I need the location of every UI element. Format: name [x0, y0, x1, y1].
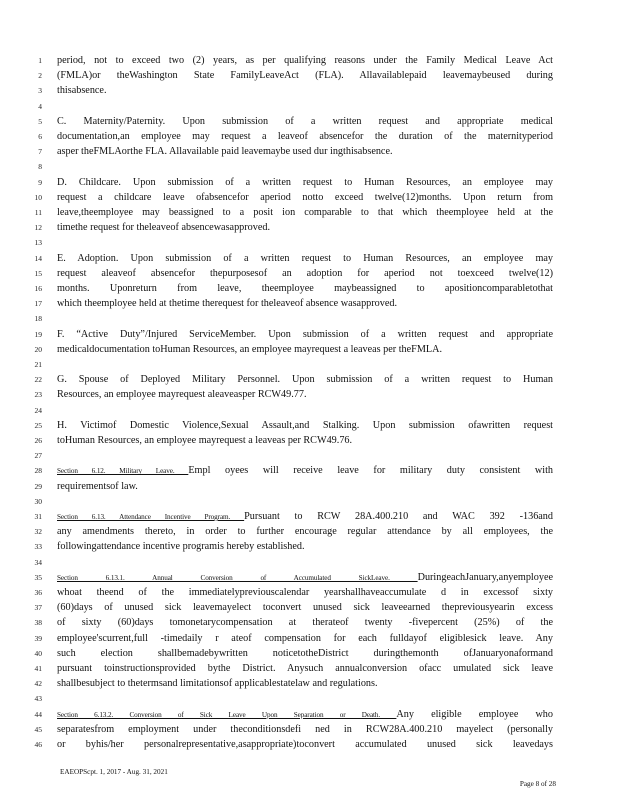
line-body: documentation,an employee may request a leaveof absencefor the duration of the maternityperiod — [57, 131, 553, 142]
document-line — [0, 130, 618, 144]
line-text — [57, 510, 553, 524]
line-body: months. Uponreturn from leave, theemployee maybeassigned to apositioncomparabletothat — [57, 283, 553, 294]
line-number: 35 — [34, 572, 42, 582]
line-number: 23 — [34, 390, 42, 400]
line-number: 14 — [34, 253, 42, 263]
document-line — [0, 419, 618, 433]
line-number: 5 — [38, 116, 42, 126]
line-text — [57, 419, 553, 433]
document-line — [0, 282, 618, 296]
line-body: separatesfrom employment under theconditionsdefi ned in RCW28A.400.210 mayelect (personally — [57, 723, 553, 735]
document-line — [0, 388, 618, 402]
line-body: any amendments thereto, in order to further encourage regular attendance by all employees, the — [57, 526, 553, 538]
line-text — [57, 540, 553, 554]
line-number: 45 — [34, 724, 42, 734]
line-body: (60)days of unused sick leavemayelect toconvert unused sick leaveearned thepreviousyearin excess — [57, 602, 553, 614]
line-number: 38 — [34, 618, 42, 628]
line-body: Pursuant to RCW 28A.400.210 and WAC 392 -136and — [244, 511, 553, 522]
line-body: request aleaveof absencefor thepurposesof an adoption for aperiod not toexceed twelve(12) — [57, 267, 553, 279]
document-line — [0, 221, 618, 235]
document-line — [0, 708, 618, 722]
document-line — [0, 632, 618, 646]
document-line — [0, 84, 618, 98]
line-number: 33 — [34, 542, 42, 552]
line-body: H. Victimof Domestic Violence,Sexual Assault,and Stalking. Upon submission ofawritten request — [57, 419, 553, 431]
line-number: 43 — [34, 694, 42, 704]
line-number: 13 — [34, 238, 42, 248]
document-line — [0, 586, 618, 600]
line-number: 37 — [34, 603, 42, 613]
line-text — [57, 130, 553, 144]
line-number: 27 — [34, 451, 42, 461]
line-text — [57, 84, 553, 98]
line-text — [57, 586, 553, 600]
document-line — [0, 525, 618, 539]
line-number: 22 — [34, 375, 42, 385]
document-line — [0, 510, 618, 524]
line-text — [57, 69, 553, 83]
line-number: 6 — [38, 132, 42, 141]
document-line — [0, 328, 618, 342]
line-text — [57, 343, 553, 357]
line-number: 44 — [34, 709, 42, 719]
line-text — [57, 191, 553, 205]
document-line — [0, 206, 618, 220]
document-line — [0, 115, 618, 129]
line-body: pursuant toinstructionsprovided bythe District. Anysuch annualconversion ofacc umulated sick leave — [57, 663, 553, 674]
document-line — [0, 176, 618, 190]
line-number: 12 — [34, 223, 42, 233]
line-body: E. Adoption. Upon submission of a written request to Human Resources, an employee may — [57, 252, 553, 264]
line-number: 25 — [34, 420, 42, 430]
line-body: DuringeachJanuary,anyemployee — [417, 571, 553, 583]
line-text — [57, 115, 553, 129]
line-number: 46 — [34, 740, 42, 749]
line-number: 18 — [34, 314, 42, 324]
line-body: G. Spouse of Deployed Military Personnel. Upon submission of a written request to Human — [57, 374, 553, 386]
document-line — [0, 297, 618, 311]
line-body: thisabsence. — [57, 85, 107, 97]
line-body: which theemployee held at thetime therequest for theleaveof absence wasapproved. — [57, 298, 398, 310]
line-text — [57, 297, 553, 311]
document-line — [0, 601, 618, 615]
document-line — [0, 738, 618, 752]
line-number: 11 — [34, 208, 42, 217]
line-body: requirementsof law. — [57, 480, 138, 492]
document-line — [0, 616, 618, 630]
section-heading: Section 6.13. Attendance Incentive Program. — [57, 513, 245, 521]
line-number: 40 — [34, 648, 42, 658]
document-line — [0, 160, 618, 174]
line-number: 32 — [34, 527, 42, 537]
document-line — [0, 692, 618, 706]
line-text — [57, 616, 553, 630]
line-text — [57, 464, 553, 478]
line-text — [57, 388, 553, 402]
document-line — [0, 677, 618, 691]
line-number: 20 — [34, 344, 42, 354]
line-text — [57, 267, 553, 281]
line-number: 3 — [38, 86, 42, 96]
line-number: 36 — [34, 588, 42, 597]
section-heading: Section 6.13.1. Annual Conversion of Accumulated SickLeave. — [57, 573, 418, 582]
line-text — [57, 632, 553, 646]
document-line — [0, 495, 618, 509]
document-line — [0, 373, 618, 387]
line-body: medicaldocumentation toHuman Resources, an employee mayrequest a leaveas per theFMLA. — [57, 343, 443, 355]
line-text — [57, 176, 553, 190]
line-number: 8 — [38, 162, 42, 172]
line-body: leave,theemployee may beassigned to a posit ion comparable to that which theemployee held at the — [57, 207, 553, 218]
line-text — [57, 221, 553, 235]
line-number: 15 — [34, 268, 42, 278]
document-line — [0, 236, 618, 250]
line-number: 39 — [34, 633, 42, 643]
document-line — [0, 404, 618, 418]
line-text — [57, 206, 553, 220]
document-line — [0, 449, 618, 463]
line-body: C. Maternity/Paternity. Upon submission of a written request and appropriate medical — [57, 115, 553, 127]
line-text — [57, 723, 553, 737]
line-number: 26 — [34, 436, 42, 445]
line-body: or byhis/her personalrepresentative,asappropriate)toconvert accumulated unused sick leavedays — [57, 739, 553, 750]
line-body: of sixty (60)days tomonetarycompensation at therateof twenty -fivepercent (25%) of the — [57, 617, 553, 629]
line-text — [57, 434, 553, 448]
line-text — [57, 282, 553, 296]
document-line — [0, 252, 618, 266]
line-body: asper theFMLAorthe FLA. Allavailable paid leavemaybe used dur ingthisabsence. — [57, 146, 393, 158]
document-line — [0, 312, 618, 326]
footer-document-id: EAEOPScpt. 1, 2017 - Aug. 31, 2021 — [60, 768, 168, 776]
line-number: 1 — [38, 56, 42, 65]
line-text — [57, 738, 553, 752]
line-text — [57, 601, 553, 615]
document-line — [0, 343, 618, 357]
line-body: toHuman Resources, an employee mayrequest a leaveas per RCW49.76. — [57, 435, 353, 446]
document-line — [0, 434, 618, 448]
document-line — [0, 358, 618, 372]
document-line — [0, 54, 618, 68]
line-text — [57, 480, 553, 494]
section-heading: Section 6.13.2. Conversion of Sick Leave Upon Separation or Death. — [57, 710, 397, 719]
line-number: 41 — [34, 664, 42, 673]
line-number: 4 — [38, 101, 42, 111]
line-number: 21 — [34, 360, 42, 369]
line-body: period, not to exceed two (2) years, as per qualifying reasons under the Family Medical Leave Act — [57, 55, 553, 66]
line-text — [57, 525, 553, 539]
document-line — [0, 571, 618, 585]
document-line — [0, 145, 618, 159]
line-text — [57, 708, 553, 722]
line-body: employee'scurrent,full -timedaily r ateof compensation for each fulldayof eligiblesick leave. Any — [57, 632, 553, 644]
line-body: D. Childcare. Upon submission of a written request to Human Resources, an employee may — [57, 176, 553, 188]
line-body: Resources, an employee mayrequest aleaveasper RCW49.77. — [57, 389, 307, 401]
line-body: such election shallbemadebywritten noticetotheDistrict duringthemonth ofJanuaryonaformand — [57, 647, 553, 659]
line-number: 34 — [34, 557, 42, 567]
line-number: 19 — [34, 329, 42, 339]
line-text — [57, 145, 553, 159]
line-number: 28 — [34, 466, 42, 476]
line-body: F. “Active Duty”/Injured ServiceMember. Upon submission of a written request and appropriate — [57, 328, 553, 340]
document-line — [0, 267, 618, 281]
line-text — [57, 647, 553, 661]
line-number: 17 — [34, 299, 42, 309]
document-line — [0, 69, 618, 83]
document-line — [0, 540, 618, 554]
document-line — [0, 464, 618, 478]
line-number: 7 — [38, 147, 42, 157]
document-line — [0, 100, 618, 114]
line-text — [57, 571, 553, 585]
line-number: 31 — [34, 512, 42, 521]
line-body: shallbesubject to thetermsand limitationsof applicablestatelaw and regulations. — [57, 678, 378, 690]
document-line — [0, 191, 618, 205]
line-number: 30 — [34, 496, 42, 506]
line-body: whoat theend of the immediatelypreviouscalendar yearshallhaveaccumulate d in excessof sixty — [57, 587, 553, 598]
line-number: 2 — [38, 71, 42, 81]
line-body: request a childcare leave ofabsencefor aperiod notto exceed twelve(12)months. Upon return from — [57, 191, 553, 203]
section-heading: Section 6.12. Military Leave. — [57, 467, 189, 476]
document-line — [0, 662, 618, 676]
line-body: followingattendance incentive programis hereby established. — [57, 541, 305, 553]
document-line — [0, 556, 618, 570]
line-body: (FMLA)or theWashington State FamilyLeaveAct (FLA). Allavailablepaid leavemaybeused during — [57, 70, 553, 82]
document-line — [0, 723, 618, 737]
line-body: timethe request for theleaveof absencewasapproved. — [57, 222, 270, 234]
document-line — [0, 647, 618, 661]
line-number: 29 — [34, 481, 42, 491]
line-text — [57, 328, 553, 342]
line-text — [57, 252, 553, 266]
line-text — [57, 373, 553, 387]
footer-page-number: Page 8 of 28 — [519, 780, 556, 788]
line-text — [57, 662, 553, 676]
document-line — [0, 480, 618, 494]
line-number: 9 — [38, 177, 42, 187]
line-body: Any eligible employee who — [396, 708, 553, 720]
line-number: 10 — [34, 192, 42, 202]
line-number: 16 — [34, 284, 42, 293]
line-body: Empl oyees will receive leave for military duty consistent with — [188, 465, 553, 477]
line-number: 42 — [34, 679, 42, 689]
line-text — [57, 54, 553, 68]
line-number: 24 — [34, 405, 42, 415]
line-text — [57, 677, 553, 691]
